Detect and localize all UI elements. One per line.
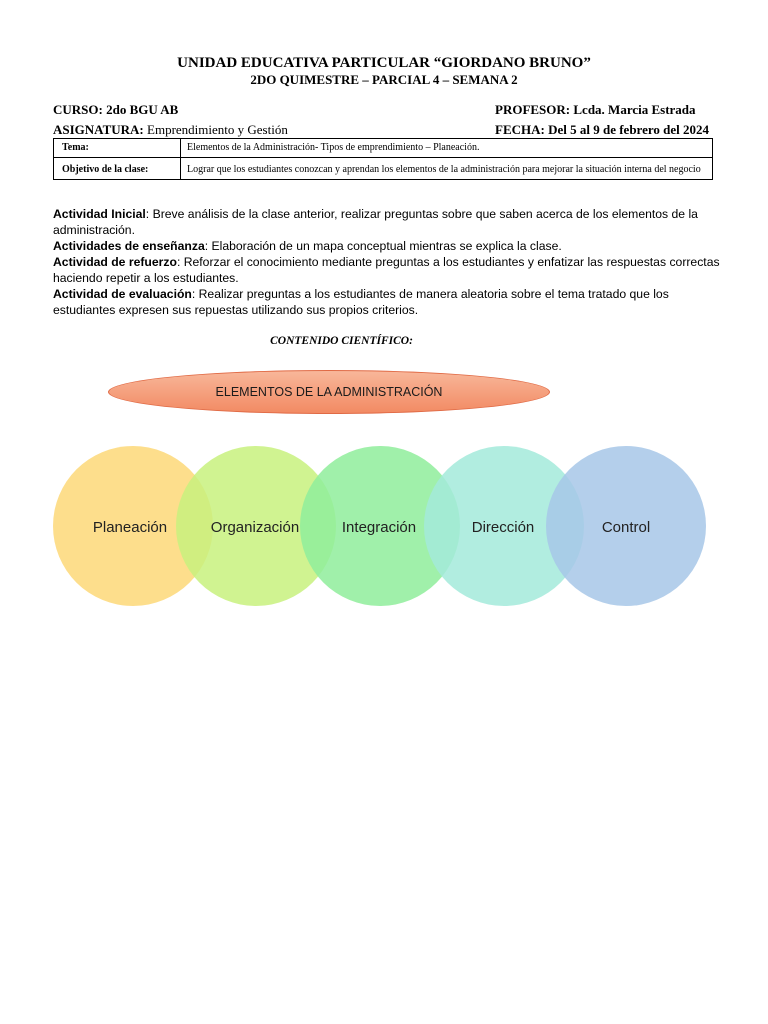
activity-teaching — [53, 238, 728, 254]
element-label-control: Control — [601, 519, 651, 536]
activity-label: Actividades de enseñanza — [53, 239, 205, 253]
diagram-title-ellipse — [108, 370, 550, 414]
activity-text: : Realizar preguntas a los estudiantes de manera aleatoria sobre el tema tratado que los estudiantes expresen sus repuestas utilizando sus propios criterios. — [53, 287, 669, 317]
curso-value: 2do BGU AB — [106, 102, 179, 117]
profesor-value: Lcda. Marcia Estrada — [573, 102, 696, 117]
curso-label: CURSO: — [53, 102, 103, 117]
element-label-planeacion: Planeación — [92, 519, 168, 536]
activity-text: : Elaboración de un mapa conceptual mientras se explica la clase. — [204, 239, 562, 253]
fecha-line — [495, 122, 709, 138]
profesor-line — [495, 102, 696, 118]
element-label-integracion: Integración — [341, 519, 417, 536]
diagram-title: ELEMENTOS DE LA ADMINISTRACIÓN — [215, 385, 443, 399]
asignatura-value: Emprendimiento y Gestión — [147, 122, 288, 137]
contenido-heading: CONTENIDO CIENTÍFICO: — [270, 335, 413, 347]
activity-label: Actividad de refuerzo — [53, 255, 177, 269]
class-info-table — [53, 138, 713, 180]
objetivo-value: Lograr que los estudiantes conozcan y aprendan los elementos de la administración para mejorar la situación interna del negocio — [181, 158, 713, 180]
objetivo-label: Objetivo de la clase: — [54, 158, 181, 180]
curso-line — [53, 102, 178, 118]
tema-value: Elementos de la Administración- Tipos de emprendimiento – Planeación. — [181, 139, 713, 158]
element-label-direccion: Dirección — [471, 519, 535, 536]
activity-reinforcement — [53, 254, 728, 286]
school-title: UNIDAD EDUCATIVA PARTICULAR “GIORDANO BRUNO” — [177, 55, 591, 71]
tema-label: Tema: — [54, 139, 181, 158]
activities-section — [53, 206, 728, 318]
fecha-label: FECHA: — [495, 122, 545, 137]
activity-text: : Breve análisis de la clase anterior, realizar preguntas sobre que saben acerca de los elementos de la administración. — [53, 207, 698, 237]
activity-text: : Reforzar el conocimiento mediante preguntas a los estudiantes y enfatizar las respuestas correctas haciendo repetir a los estudiantes. — [53, 255, 720, 285]
table-row — [54, 158, 713, 180]
fecha-value: Del 5 al 9 de febrero del 2024 — [548, 122, 710, 137]
asignatura-line — [53, 122, 288, 138]
period-subtitle: 2DO QUIMESTRE – PARCIAL 4 – SEMANA 2 — [250, 72, 518, 87]
activity-label: Actividad Inicial — [53, 207, 146, 221]
activity-initial — [53, 206, 728, 238]
activity-label: Actividad de evaluación — [53, 287, 192, 301]
elements-diagram — [0, 440, 768, 615]
activity-evaluation — [53, 286, 728, 318]
asignatura-label: ASIGNATURA: — [53, 122, 144, 137]
table-row — [54, 139, 713, 158]
element-label-organizacion: Organización — [210, 519, 300, 536]
profesor-label: PROFESOR: — [495, 102, 571, 117]
